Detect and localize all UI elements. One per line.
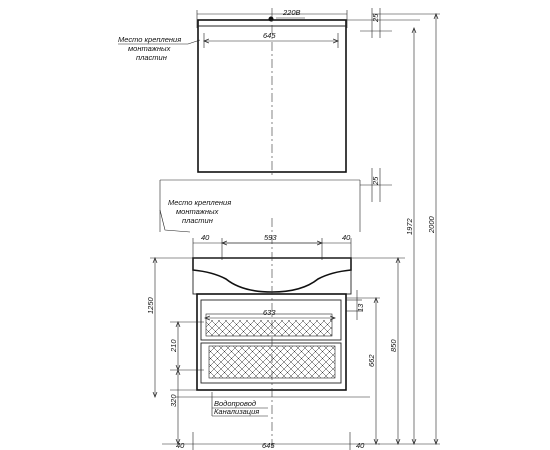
hatch-line: [177, 346, 209, 378]
dim-drawer-width: [205, 308, 335, 318]
dim-mirror-depth: [360, 8, 392, 38]
svg-text:Водопровод: Водопровод: [214, 399, 257, 408]
svg-text:320: 320: [169, 394, 178, 407]
svg-text:40: 40: [176, 441, 185, 450]
hatch-line: [331, 346, 363, 378]
svg-text:монтажных: монтажных: [176, 207, 219, 216]
svg-text:633: 633: [263, 308, 276, 317]
hatch-line: [331, 346, 363, 378]
svg-text:13: 13: [356, 303, 365, 312]
dim-left-heights: [146, 258, 204, 444]
svg-text:662: 662: [367, 354, 376, 367]
svg-text:1972: 1972: [405, 218, 414, 235]
hatch-line: [337, 320, 353, 336]
hatch-line: [177, 346, 209, 378]
svg-text:Канализация: Канализация: [214, 407, 260, 416]
svg-text:25: 25: [371, 176, 380, 185]
dim-bottom-width: [162, 432, 380, 450]
svg-text:40: 40: [356, 441, 365, 450]
dim-13: [346, 290, 365, 320]
power-outlet-icon: [269, 17, 274, 22]
dim-right-heights: [345, 14, 440, 444]
svg-text:593: 593: [264, 233, 277, 242]
svg-text:645: 645: [262, 441, 275, 450]
mount-note-top: [118, 35, 200, 62]
svg-text:Место крепления: Место крепления: [168, 198, 232, 207]
svg-text:25: 25: [371, 13, 380, 22]
hatch-line: [330, 320, 346, 336]
mount-note-cabinet: [160, 198, 231, 232]
svg-text:монтажных: монтажных: [128, 44, 171, 53]
hatch-line: [190, 320, 206, 336]
hatch-line: [330, 320, 346, 336]
svg-text:40: 40: [201, 233, 210, 242]
svg-text:1250: 1250: [146, 297, 155, 314]
svg-text:2000: 2000: [427, 216, 436, 233]
dim-mirror-width: [204, 31, 338, 48]
hatch-line: [337, 320, 353, 336]
svg-text:пластин: пластин: [136, 53, 167, 62]
power-label: 220В: [283, 8, 301, 17]
hatch-line: [190, 320, 206, 336]
dim-cabinet-depth: [360, 168, 392, 202]
hatch-line: [338, 346, 370, 378]
svg-text:40: 40: [342, 233, 351, 242]
svg-text:пластин: пластин: [182, 216, 213, 225]
svg-text:645: 645: [263, 31, 276, 40]
svg-text:210: 210: [169, 339, 178, 352]
svg-text:850: 850: [389, 339, 398, 352]
svg-text:Место крепления: Место крепления: [118, 35, 182, 44]
plumbing-note: [212, 392, 268, 416]
hatch-line: [338, 346, 370, 378]
